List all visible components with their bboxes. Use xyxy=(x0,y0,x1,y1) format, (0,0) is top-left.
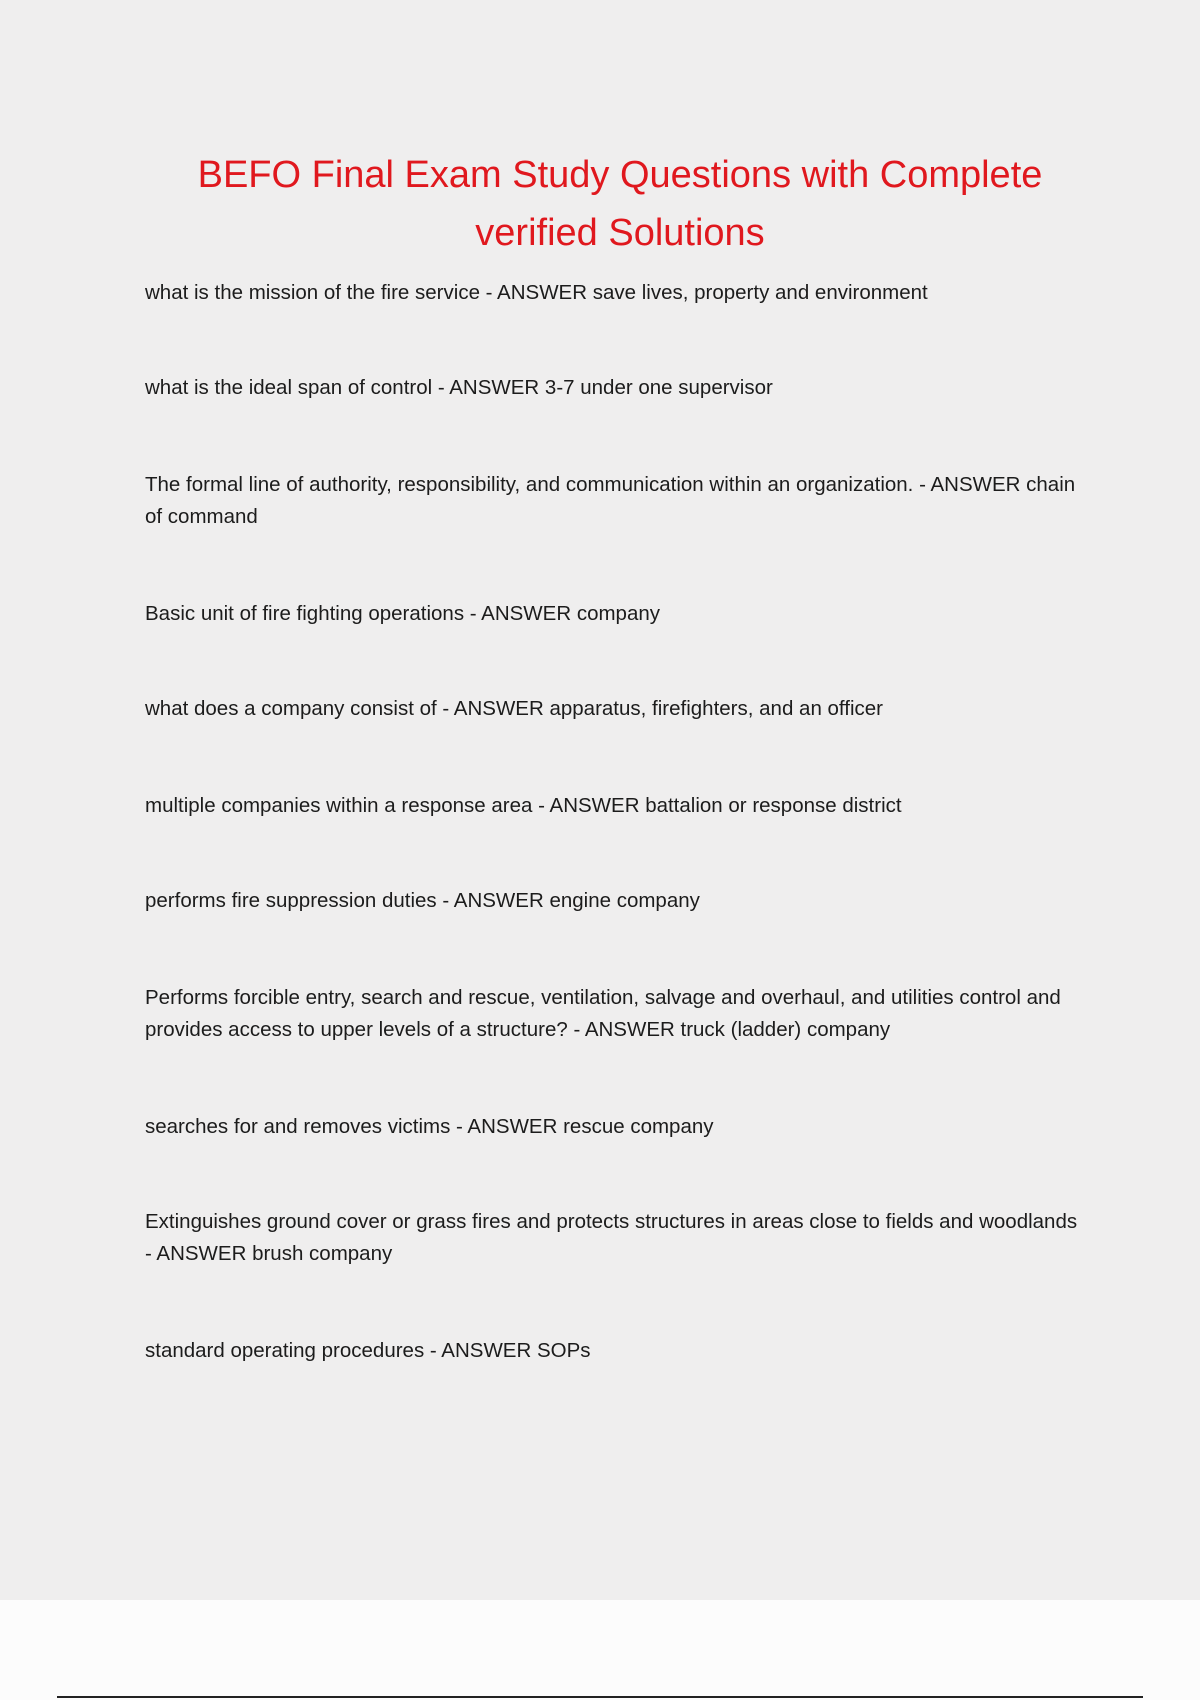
qa-item: performs fire suppression duties - ANSWER engine company xyxy=(145,889,700,912)
qa-item: The formal line of authority, responsibility, and communication within an organization. - ANSWER chain of command xyxy=(145,473,1076,528)
qa-item: multiple companies within a response area - ANSWER battalion or response district xyxy=(145,794,902,817)
page-title: BEFO Final Exam Study Questions with Complete verified Solutions xyxy=(197,154,1043,254)
qa-item: Performs forcible entry, search and rescue, ventilation, salvage and overhaul, and utilities control and provides access to upper levels of a structure? - ANSWER truck (ladder) company xyxy=(145,986,1061,1041)
qa-item: Extinguishes ground cover or grass fires and protects structures in areas close to fields and woodlands - ANSWER brush company xyxy=(145,1210,1078,1265)
qa-item: searches for and removes victims - ANSWER rescue company xyxy=(145,1115,714,1138)
qa-item: Basic unit of fire fighting operations - ANSWER company xyxy=(145,602,661,625)
page-footer-band xyxy=(0,1600,1200,1700)
footer-divider xyxy=(57,1696,1143,1698)
qa-item: what is the ideal span of control - ANSWER 3-7 under one supervisor xyxy=(145,376,773,399)
qa-item: standard operating procedures - ANSWER SOPs xyxy=(145,1339,591,1362)
qa-item: what is the mission of the fire service - ANSWER save lives, property and environment xyxy=(145,281,928,304)
qa-item: what does a company consist of - ANSWER apparatus, firefighters, and an officer xyxy=(145,697,883,720)
